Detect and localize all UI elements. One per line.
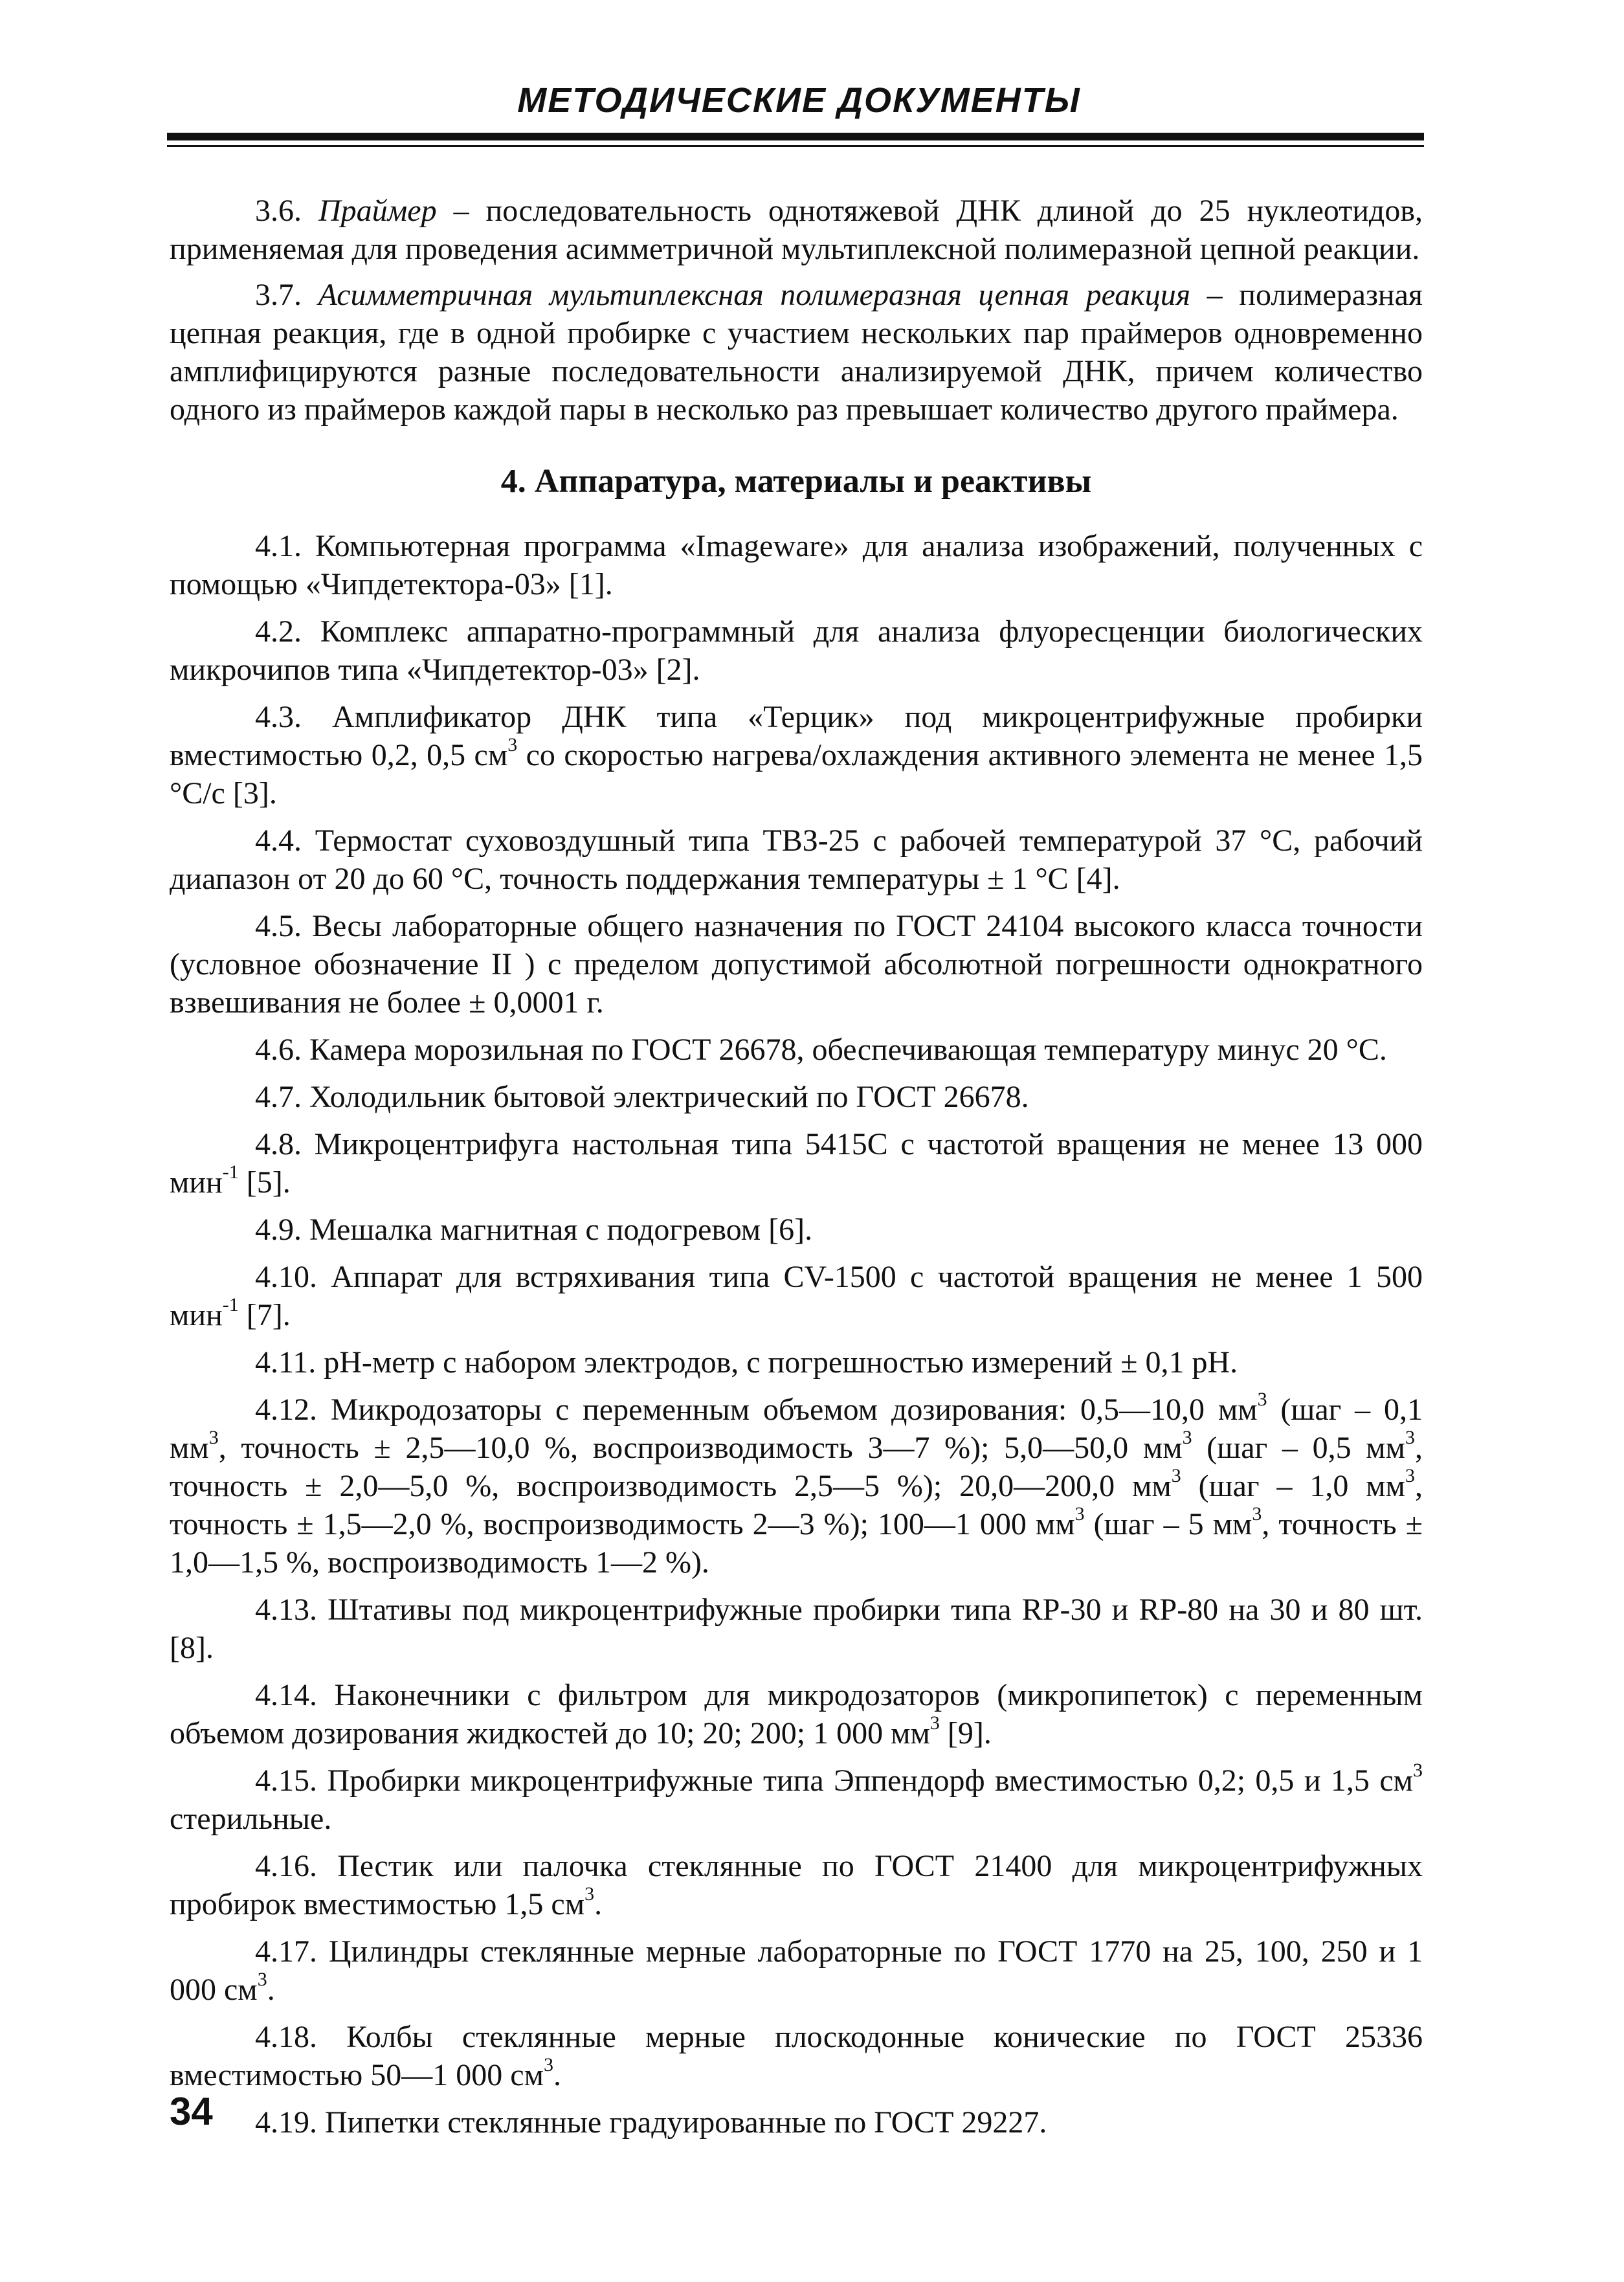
- superscript: 3: [1182, 1427, 1192, 1448]
- superscript: 3: [543, 2054, 553, 2075]
- item-text: , точность ± 1,5—2,0 %, воспроизводимость 2—3 %); 100—1 000 мм: [170, 1469, 1423, 1541]
- superscript: -1: [222, 1161, 239, 1183]
- list-item: 4.4. Термостат суховоздушный типа ТВЗ-25 с рабочей температурой 37 °С, рабочий диапазон от 20 до 60 °С, точность поддержания температуры ± 1 °С [4].: [170, 823, 1423, 896]
- item-text: 4.16. Пестик или палочка стеклянные по ГОСТ 21400 для микроцентрифужных пробирок вместимостью 1,5 см: [170, 1849, 1423, 1921]
- list-item: [170, 1847, 1423, 1923]
- superscript: 3: [208, 1427, 219, 1448]
- header-rule-thick: [167, 133, 1424, 140]
- list-item: 4.2. Комплекс аппаратно-программный для анализа флуоресценции биологических микрочипов типа «Чипдетектор-03» [2].: [170, 614, 1423, 687]
- item-text: 4.18. Колбы стеклянные мерные плоскодонные конические по ГОСТ 25336 вместимостью 50—1 000 см: [170, 2020, 1423, 2092]
- item-text: 4.10. Аппарат для встряхивания типа CV-1500 с частотой вращения не менее 1 500 мин: [170, 1260, 1423, 1332]
- superscript: 3: [1252, 1503, 1262, 1525]
- superscript: 3: [584, 1883, 595, 1905]
- list-item: [170, 2018, 1423, 2094]
- list-item: 4.19. Пипетки стеклянные градуированные по ГОСТ 29227.: [255, 2105, 1047, 2140]
- superscript: 3: [1171, 1465, 1181, 1486]
- item-text: [9].: [939, 1716, 992, 1751]
- page-number: 34: [170, 2090, 213, 2133]
- definition-text: – полимеразная цепная реакция, где в одной пробирке с участием нескольких пар праймеров одновременно амплифицируются разные последовательности анализируемой ДНК, причем количество одного из праймеров каждой пары в несколько раз превышает количество другого праймера.: [170, 278, 1423, 427]
- item-text: 4.3. Амплификатор ДНК типа «Терцик» под микроцентрифужные пробирки вместимостью 0,2, 0,5 см: [170, 700, 1423, 772]
- item-text: , точность ± 2,0—5,0 %, воспроизводимость 2,5—5 %); 20,0—200,0 мм: [170, 1431, 1423, 1503]
- item-text: со скоростью нагрева/охлаждения активного элемента не менее 1,5 °С/с [3].: [170, 738, 1423, 811]
- superscript: 3: [1405, 1427, 1416, 1448]
- list-item: [170, 1676, 1423, 1752]
- list-item: 4.5. Весы лабораторные общего назначения по ГОСТ 24104 высокого класса точности (условное обозначение II ) с пределом допустимой абсолютной погрешности однократного взвешивания не более ± 0,0001 г.: [170, 909, 1423, 1020]
- page-content: [170, 192, 1423, 2151]
- definition-3-6: [170, 192, 1423, 268]
- list-item: [170, 1932, 1423, 2009]
- item-text: [5].: [238, 1165, 291, 1200]
- list-item: [170, 1391, 1423, 1582]
- item-text: .: [553, 2058, 561, 2092]
- running-header-title: МЕТОДИЧЕСКИЕ ДОКУМЕНТЫ: [517, 81, 1081, 120]
- list-item: 4.11. рН-метр с набором электродов, с погрешностью измерений ± 0,1 рН.: [255, 1345, 1238, 1380]
- superscript: 3: [507, 734, 518, 755]
- superscript: 3: [929, 1712, 940, 1734]
- list-item: [170, 1258, 1423, 1334]
- list-item: [170, 698, 1423, 812]
- superscript: -1: [222, 1294, 239, 1315]
- item-text: 4.14. Наконечники с фильтром для микродозаторов (микропипеток) с переменным объемом дозирования жидкостей до 10; 20; 200; 1 000 мм: [170, 1678, 1423, 1751]
- item-text: (шаг – 0,1 мм: [170, 1393, 1423, 1465]
- definition-number: 3.7.: [255, 278, 302, 312]
- item-text: 4.15. Пробирки микроцентрифужные типа Эппендорф вместимостью 0,2; 0,5 и 1,5 см: [255, 1763, 1413, 1798]
- definition-3-7: [170, 276, 1423, 429]
- definition-term: Асимметричная мультиплексная полимеразная цепная реакция: [318, 278, 1191, 312]
- list-item: [170, 1125, 1423, 1202]
- item-text: [7].: [238, 1298, 291, 1332]
- list-item: 4.9. Мешалка магнитная с подогревом [6].: [255, 1213, 813, 1247]
- list-item: [170, 1762, 1423, 1838]
- definition-text: – последовательность однотяжевой ДНК длиной до 25 нуклеотидов, применяемая для проведения асимметричной мультиплексной полимеразной цепной реакции.: [170, 194, 1423, 266]
- definition-term: Праймер: [318, 194, 437, 228]
- item-text: 4.17. Цилиндры стеклянные мерные лабораторные по ГОСТ 1770 на 25, 100, 250 и 1 000 см: [170, 1934, 1423, 2007]
- section-heading: 4. Аппаратура, материалы и реактивы: [500, 463, 1092, 500]
- superscript: 3: [1405, 1465, 1416, 1486]
- item-text: (шаг – 0,5 мм: [1192, 1431, 1406, 1465]
- superscript: 3: [257, 1969, 267, 1990]
- item-text: (шаг – 5 мм: [1084, 1507, 1252, 1541]
- item-text: .: [594, 1887, 603, 1921]
- list-item: 4.13. Штативы под микроцентрифужные пробирки типа RP-30 и RP-80 на 30 и 80 шт. [8].: [170, 1593, 1423, 1665]
- item-text: 4.12. Микродозаторы с переменным объемом дозирования: 0,5—10,0 мм: [255, 1393, 1258, 1427]
- list-item: 4.6. Камера морозильная по ГОСТ 26678, обеспечивающая температуру минус 20 °С.: [255, 1033, 1387, 1067]
- definition-number: 3.6.: [255, 194, 302, 228]
- item-text: , точность ± 1,0—1,5 %, воспроизводимость 1—2 %).: [170, 1507, 1423, 1580]
- item-text: 4.8. Микроцентрифуга настольная типа 5415С с частотой вращения не менее 13 000 мин: [170, 1127, 1423, 1200]
- item-text: (шаг – 1,0 мм: [1181, 1469, 1406, 1503]
- item-text: .: [267, 1973, 275, 2007]
- equipment-list: [170, 527, 1423, 2142]
- superscript: 3: [1074, 1503, 1085, 1525]
- list-item: 4.1. Компьютерная программа «Imageware» для анализа изображений, полученных с помощью «Чипдетектора-03» [1].: [170, 529, 1423, 601]
- header-rule-thin: [167, 145, 1424, 147]
- superscript: 3: [1413, 1760, 1423, 1781]
- list-item: 4.7. Холодильник бытовой электрический по ГОСТ 26678.: [255, 1080, 1029, 1114]
- superscript: 3: [1257, 1389, 1267, 1410]
- item-text: стерильные.: [170, 1802, 332, 1836]
- item-text: , точность ± 2,5—10,0 %, воспроизводимость 3—7 %); 5,0—50,0 мм: [218, 1431, 1183, 1465]
